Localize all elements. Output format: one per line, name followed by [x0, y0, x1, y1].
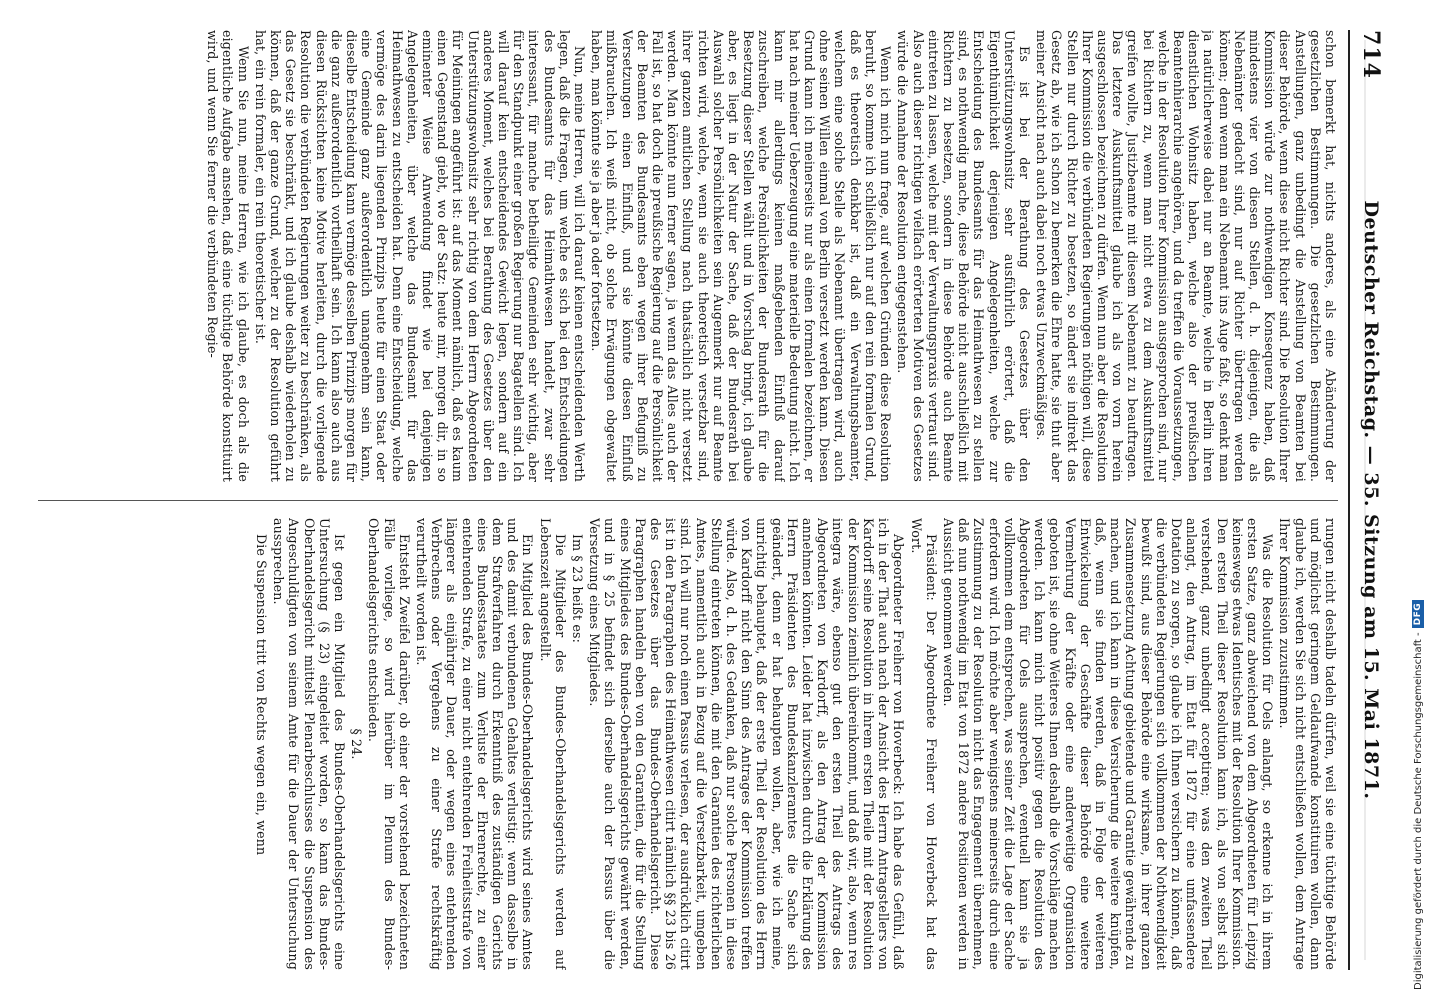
paragraph: Nun, meine Herren, will ich darauf keinen entscheidenden Werth legen, daß die Fragen, um welche es sich bei den Entscheidungen des Bundesamts für das Heimathwesen handelt, zwar sehr interessant, für manche betheiligte Gemeinden sehr wichtig, aber für den Standpunkt einer großen Regierung nur Bagatellen sind. Ich will darauf kein entscheidendes Gewicht legen, sondern auf ein anderes Moment, welches bei Berathung des Gesetzes über den Unterstützungswohnsitz sehr richtig von dem Herrn Abgeordneten für Meiningen angeführt ist: auf das Moment nämlich, daß es kaum einen Gegenstand giebt, wo der Satz: heute mir, morgen dir, in so eminenter Weise Anwendung findet wie bei denjenigen Angelegenheiten, über welche das Bundesamt für das Heimathwesen zu entscheiden hat. Denn eine Entscheidung, welche vermöge des darin liegenden Prinzips heute für einen Staat oder eine Gemeinde ganz außerordentlich unangenehm sein kann, dieselbe Entscheidung kann vermöge desselben Prinzips morgen für die ganz außerordentlich vortheilhaft sein. Ich kann also auch aus diesen Rücksichten keine Motive herleiten, durch die vorliegende Resolution die verbündeten Regierungen weiter zu beschränken, als das Gesetz sie beschränkt, und ich glaube deshalb wiederholen zu können, daß der ganze Grund, welcher zu der Resolution geführt hat, ein rein formaler, ein rein theoretischer ist.	[252, 30, 588, 482]
scan-edge-line	[1364, 40, 1366, 960]
digitization-credit	[1412, 600, 1424, 990]
dfg-logo: DFG	[1412, 600, 1424, 629]
law-quote: Ist gegen ein Mitglied des Bundes-Oberhandelsgerichts eine Untersuchung (§ 23) eingeleitet worden, so kann das Bundes-Oberhandelsgericht mittelst Plenarbeschlusses die Suspension des Angeschuldigten von seinem Amte für die Dauer der Untersuchung aussprechen.	[271, 518, 347, 970]
section-heading: § 24.	[349, 728, 365, 760]
paragraph: Die Suspension tritt von Rechts wegen ein, wenn	[253, 534, 269, 856]
paragraph: Im § 23 heißt es:	[570, 534, 586, 644]
law-quote: Entsteht Zweifel darüber, ob einer der vorstehend bezeichneten Fälle vorliege, so wird hierüber im Plenum des Bundes-Oberhandelsgerichts entschieden.	[366, 518, 412, 970]
paragraph: Es ist bei der Berathung des Gesetzes über den Unterstützungswohnsitz sehr ausführlich erörtert, daß die Eigenthümlichkeit derjenigen Angelegenheiten, welche zur Entscheidung des Bundesamts für das Heimathwesen zu stellen sind, es nothwendig mache, diese Behörde nicht ausschließlich mit Richtern zu besetzen, sondern in diese Behörde auch Beamte eintreten zu lassen, welche mit der Verwaltungspraxis vertraut sind. Also auch dieser richtigen vielfach erörterten Motiven des Gesetzes würde die Annahme der Resolution entgegenstehen.	[895, 30, 1032, 482]
president-paragraph: Präsident: Der Abgeordnete Freiherr von Hoverbeck hat das Wort.	[908, 518, 939, 970]
header-rule	[1348, 30, 1350, 970]
paragraph: Was die Resolution für Oels anlangt, so erkenne ich in ihrem ersten Satze, ganz abweichend von dem Abgeordneten für Leipzig keineswegs etwas Identisches mit der Resolution Ihrer Kommission. Den ersten Theil dieser Resolution kann ich, als von selbst sich verstehend, ganz unbedingt acceptiren; was den zweiten Theil anlangt, den Antrag, im Etat für 1872 für eine umfassendere Dotation zu sorgen, so glaube ich Ihnen versichern zu können, daß die verbündeten Regierungen sich vollkommen der Nothwendigkeit bewußt sind, aus dieser Behörde eine wirksame, in ihrer ganzen Zusammensetzung Achtung gebietende und Garantie gewährende zu machen, und ich kann in diese Versicherung die weitere knüpfen, daß, wenn sie finden werden, daß in Folge der weiteren Entwickelung der Geschäfte dieser Behörde eine weitere Vermehrung der Kräfte oder eine anderweitige Organisation geboten ist, sie ohne Weiteres Ihnen deshalb die Vorschläge machen werden. Ich kann mich nicht positiv gegen die Resolution des Abgeordneten für Oels aussprechen, eventuell kann sie ja vollkommen dem entsprechen, was seiner Zeit die Lage der Sache erfordern wird. Ich möchte aber wenigstens meinerseits durch eine Zustimmung zu der Resolution nicht das Engagement übernehmen, daß nun nothwendig im Etat von 1872 andere Positionen werden in Aussicht genommen werden.	[940, 518, 1276, 970]
column-divider	[38, 500, 1338, 501]
paragraph: schon bemerkt hat, nichts anderes, als eine Abänderung der gesetzlichen Bestimmungen. Die gesetzlichen Bestimmungen. Anstellungen, ganz unbedingt die Anstellung von Beamten bei dieser Behörde, wenn diese nicht Richter sind. Die Resolution Ihrer Kommission würde zur nothwendigen Konsequenz haben, daß mindestens vier von diesen Stellen, d. h. diejenigen, die als Nebenämter gedacht sind, nur auf Richter übertragen werden können; denn wenn man ein Nebenamt ins Auge faßt, so denkt man ja natürlicherweise dabei nur an Beamte, welche in Berlin ihren dienstlichen Wohnsitz haben, welche also der preußischen Beamtenhierarchie angehören, und da treffen die Voraussetzungen, welche in der Resolution Ihrer Kommission ausgesprochen sind, nur bei Richtern zu, wenn man nicht etwa zu dem Auskunftsmittel greifen wollte, Justizbeamte mit diesem Nebenamt zu beauftragen. Das letztere Auskunftsmittel glaube ich als von vorn herein ausgeschlossen bezeichnen zu dürfen. Wenn nun aber die Resolution Ihrer Kommission die verbündeten Regierungen nöthigen will, diese Stellen nur durch Richter zu besetzen, so ändert sie indirekt das Gesetz ab, wie ich schon zu bemerken die Ehre hatte, sie thut aber meiner Ansicht nach auch dabei noch etwas Unzweckmäßiges.	[1034, 30, 1338, 482]
credit-text: Digitalisierung gefördert durch die Deutsche Forschungsgemeinschaft -	[1412, 632, 1424, 990]
right-column	[20, 518, 1338, 970]
left-column	[20, 30, 1338, 482]
page-header	[1346, 30, 1390, 970]
page-number: 714	[1358, 30, 1384, 79]
law-quote: Ein Mitglied des Bundes-Oberhandelsgerichts wird seines Amtes und des damit verbundenen Gehaltes verlustig: wenn dasselbe in dem Strafverfahren durch Erkenntniß des zuständigen Gerichts eines Bundesstaates zum Verluste der Ehrenrechte, zu einer entehrenden Strafe, zu einer nicht entehrenden Freiheitsstrafe von längerer als einjähriger Dauer, oder wegen eines entehrenden Verbrechens oder Vergehens zu einer Strafe rechtskräftig verurtheilt worden ist.	[414, 518, 536, 970]
running-title: Deutscher Reichstag. — 35. Sitzung am 15. Mai 1871.	[1360, 200, 1382, 800]
paragraph: rungen nicht deshalb tadeln dürfen, weil sie eine tüchtige Behörde und möglichst geringem Geldaufwande konstituiren wollen, dann glaube ich, werden Sie sich nicht entschließen wollen, dem Antrage Ihrer Kommission zuzustimmen.	[1277, 518, 1338, 970]
paragraph: Wenn ich mich nun frage, auf welchen Gründen diese Resolution beruht, so komme ich schließlich nur auf den rein formalen Grund, daß es theoretisch denkbar ist, daß ein Verwaltungsbeamter, welchem eine solche Stelle als Nebenamt übertragen wird, auch ohne seinen Willen einmal von Berlin versetzt werden kann. Diesen Grund kann ich meinerseits nur als einen formalen bezeichnen, er hat nach meiner Ueberzeugung eine materielle Bedeutung nicht. Ich kann mir allerdings keinen maßgebenden Einfluß darauf zuschreiben, welche Persönlichkeiten der Bundesrath für die Besetzung dieser Stellen wählt und in Vorschlag bringt, ich glaube aber, es liegt in der Natur der Sache, daß der Bundesrath bei Auswahl solcher Persönlichkeiten sein Augenmerk nur auf Beamte richten wird, welche, wenn sie auch theoretisch versetzbar sind, ihrer ganzen amtlichen Stellung nach thatsächlich nicht versetzt werden. Man könnte nun ferner sagen, ja wenn das Alles auch der Fall ist, so hat doch die preußische Regierung auf die Persönlichkeit der Beamten des Bundesamts eben wegen ihrer Befugniß zu Versetzungen einen Einfluß, und sie könnte diesen Einfluß mißbrauchen. Ich weiß nicht, ob solche Erwägungen obgewaltet haben, man könnte sie ja aber ja oder fortsetzen.	[589, 30, 894, 482]
law-quote: Die Mitglieder des Bundes-Oberhandelsgerichts werden auf Lebenszeit angestellt.	[537, 518, 568, 970]
paragraph: Wenn Sie nun, meine Herren, wie ich glaube, es doch als die eigentliche Aufgabe ansehen, daß eine tüchtige Behörde konstituirt wird, und wenn Sie ferner die verbündeten Regie-	[205, 30, 251, 482]
rotated-page-content	[10, 30, 1390, 970]
speaker-paragraph: Abgeordneter Freiherr von Hoverbeck: Ich habe das Gefühl, daß ich in der That auch nach der Ansicht des Herrn Antragstellers von Kardorff seine Resolution in ihrem ersten Theile mit der Resolution der Kommission ziemlich übereinkommt, und daß wir, also, wenn res integra wäre, ebenso gut den ersten Theil des Antrags des Abgeordneten von Kardorff, als den Antrag der Kommission annehmen könnten. Leider hat inzwischen durch die Erklärung des Herrn Präsidenten des Bundeskanzleramtes die Sache sich geändert, denn er hat behaupten wollen, aber, wie ich meine, unrichtig behauptet, daß der erste Theil der Resolution des Herrn von Kardorff nicht den Sinn des Antrages der Kommission treffen würde. Also, d. h. des Gedanken, daß nur solche Personen in diese Stellung eintreten können, die mit den Garantien des richterlichen Amtes, namentlich auch in Bezug auf die Versetzbarkeit, umgeben sind. Ich will nur noch einen Passus verlesen, der ausdrücklich citirt ist in den Paragraphen des Heimathwesen citirt nämlich §§ 23 bis 26 des Gesetzes über das Bundes-Oberhandelsgericht. Diese Paragraphen handeln eben von den Garantien, die für die Stellung eines Mitgliedes des Bundes-Oberhandelsgerichts gewährt werden, und in § 25 befindet sich derselbe auch der Passus über die Versetzung eines Mitgliedes.	[587, 518, 907, 970]
